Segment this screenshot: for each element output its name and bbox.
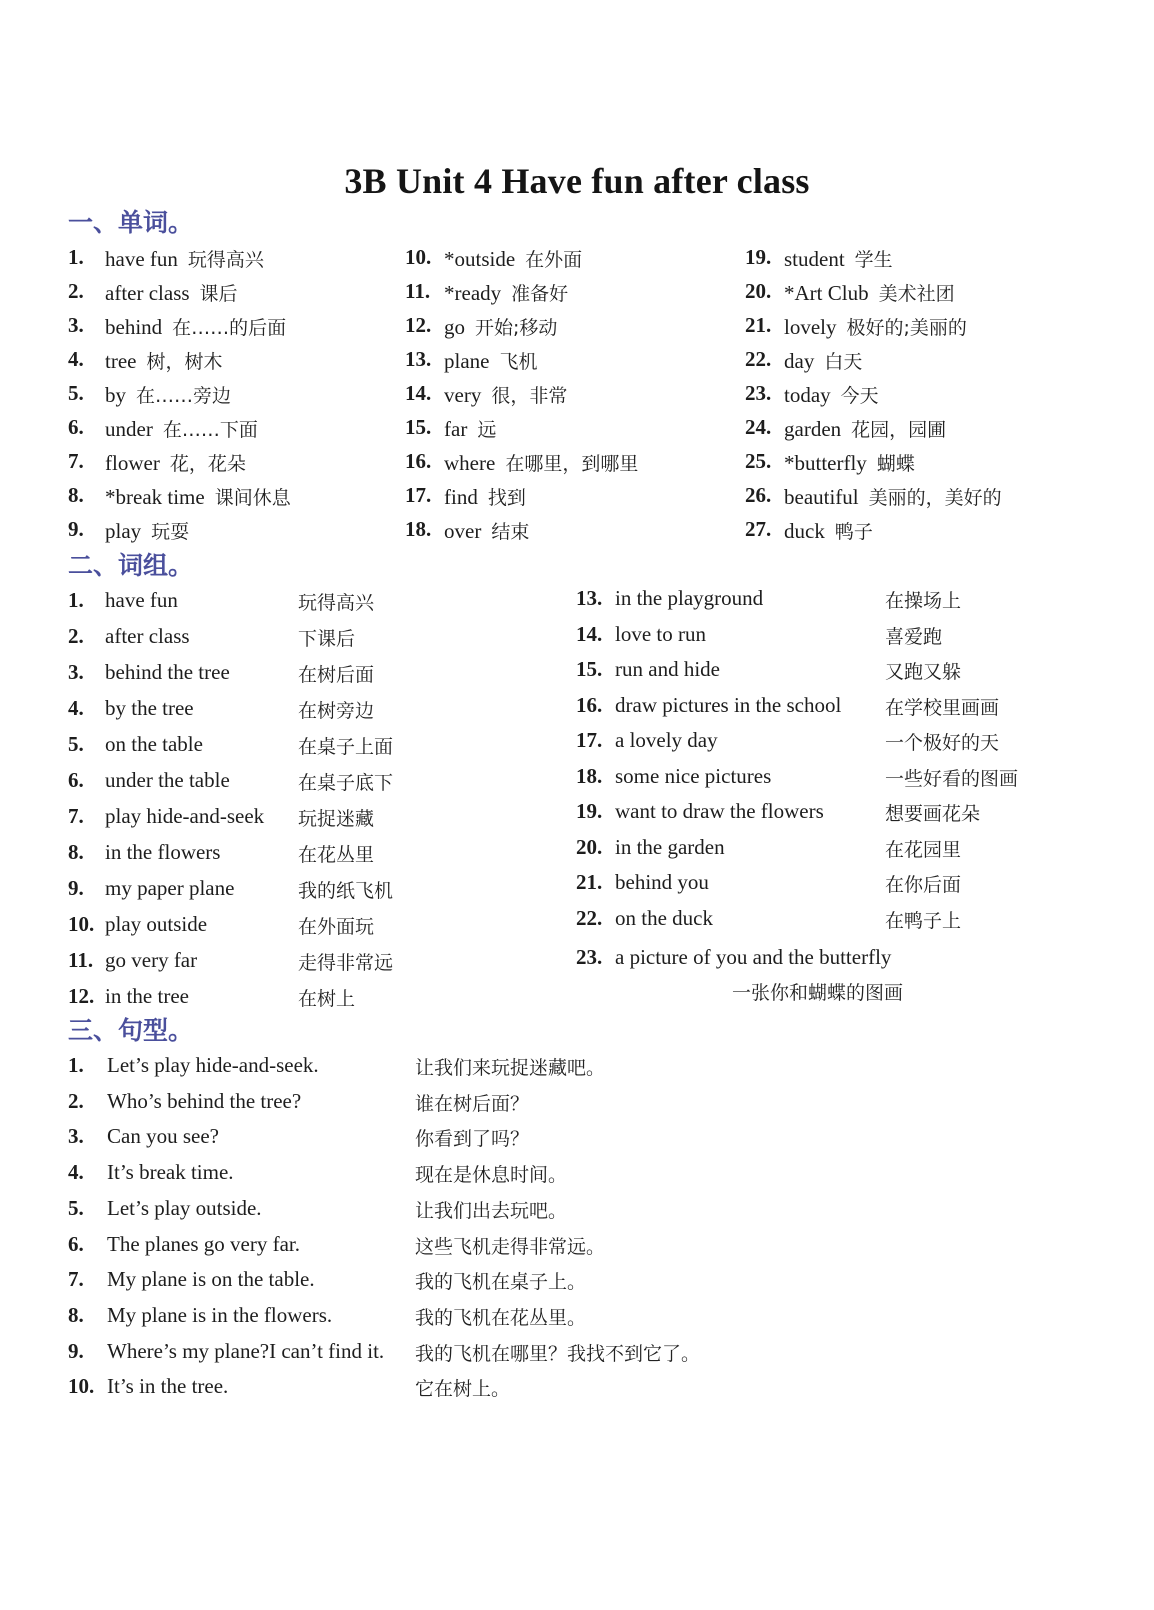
item-number: 4.	[68, 1160, 84, 1185]
english-text: It’s in the tree.	[107, 1374, 229, 1399]
chinese-text: 我的纸飞机	[298, 880, 394, 902]
english-text: run and hide	[615, 657, 720, 681]
english-text: today 今天	[784, 383, 879, 407]
english-text: after class	[105, 624, 190, 648]
item-number: 12.	[405, 313, 432, 337]
english-text: My plane is on the table.	[107, 1267, 315, 1292]
item-number: 14.	[576, 621, 603, 646]
chinese-text: 玩捉迷藏	[298, 808, 375, 830]
english-text: by 在……旁边	[105, 383, 232, 407]
chinese-text: 在外面	[525, 249, 583, 271]
chinese-text: 在树上	[298, 988, 356, 1010]
english-text: *ready 准备好	[444, 281, 569, 305]
item-number: 10.	[405, 245, 432, 269]
chinese-text: 你看到了吗？	[415, 1128, 530, 1151]
chinese-text: 远	[477, 419, 497, 441]
english-text: go very far	[105, 948, 198, 972]
english-text: over 结束	[444, 519, 530, 543]
chinese-text: 它在树上。	[415, 1378, 511, 1401]
item-number: 13.	[405, 347, 432, 371]
english-text: Who’s behind the tree?	[107, 1088, 302, 1113]
item-number: 14.	[405, 381, 432, 405]
chinese-text: 下课后	[298, 628, 356, 650]
chinese-text: 让我们来玩捉迷藏吧。	[415, 1057, 606, 1079]
item-number: 6.	[68, 415, 84, 439]
item-number: 20.	[745, 279, 772, 303]
english-text: by the tree	[105, 696, 194, 720]
item-number: 1.	[68, 1053, 84, 1077]
english-text: a picture of you and the butterfly	[615, 945, 892, 969]
chinese-text: 一些好看的图画	[885, 767, 1019, 790]
item-number: 4.	[68, 347, 84, 371]
item-number: 21.	[576, 870, 603, 894]
item-number: 2.	[68, 624, 84, 648]
chinese-text: 让我们出去玩吧。	[415, 1199, 568, 1222]
item-number: 16.	[576, 692, 603, 717]
item-number: 19.	[745, 245, 772, 269]
item-number: 22.	[745, 347, 772, 371]
item-number: 16.	[405, 449, 432, 473]
item-number: 7.	[68, 804, 84, 828]
english-text: *break time 课间休息	[105, 485, 291, 509]
chinese-text: 现在是休息时间。	[415, 1164, 568, 1187]
english-text: on the duck	[615, 905, 713, 930]
chinese-text: 学生	[854, 249, 893, 271]
section-heading-words: 一、单词。	[68, 208, 194, 237]
chinese-text: 花园，园圃	[851, 419, 947, 441]
chinese-text: 极好的;美丽的	[846, 317, 967, 339]
english-text: under the table	[105, 768, 230, 792]
english-text: student 学生	[784, 247, 893, 271]
english-text: beautiful 美丽的，美好的	[784, 485, 1002, 509]
item-number: 25.	[745, 449, 772, 473]
chinese-text: 花，花朵	[169, 453, 246, 475]
chinese-text: 今天	[840, 385, 879, 407]
chinese-text: 课间休息	[214, 487, 291, 509]
item-number: 20.	[576, 834, 603, 859]
chinese-text: 准备好	[511, 283, 569, 305]
english-text: some nice pictures	[615, 763, 772, 788]
item-number: 5.	[68, 1195, 84, 1220]
item-number: 3.	[68, 660, 84, 684]
chinese-text: 又跑又躲	[885, 661, 962, 683]
english-text: after class 课后	[105, 281, 238, 305]
chinese-text: 蝴蝶	[876, 453, 915, 475]
english-text: draw pictures in the school	[615, 692, 842, 717]
item-number: 10.	[68, 912, 95, 936]
chinese-text: 鸭子	[834, 521, 873, 543]
english-text: Where’s my plane?I can’t find it.	[107, 1338, 385, 1363]
english-text: where 在哪里，到哪里	[444, 451, 639, 475]
chinese-text: 我的飞机在桌子上。	[415, 1271, 587, 1294]
english-text: under 在……下面	[105, 417, 258, 441]
chinese-text: 在鸭子上	[885, 909, 962, 932]
chinese-text: 在……下面	[162, 419, 258, 441]
item-number: 13.	[576, 586, 603, 610]
item-number: 18.	[405, 517, 432, 541]
chinese-text: 走得非常远	[298, 952, 394, 974]
english-text: duck 鸭子	[784, 519, 873, 543]
english-text: *outside 在外面	[444, 247, 583, 271]
item-number: 26.	[745, 483, 772, 507]
section-heading-phrases: 二、词组。	[68, 551, 194, 580]
item-number: 7.	[68, 449, 84, 473]
item-number: 21.	[745, 313, 772, 337]
item-number: 9.	[68, 876, 84, 900]
chinese-text: 在桌子底下	[298, 772, 394, 794]
chinese-text: 结束	[491, 521, 530, 543]
chinese-text: 谁在树后面？	[415, 1092, 530, 1115]
item-number: 3.	[68, 313, 84, 337]
item-number: 23.	[745, 381, 772, 405]
chinese-text: 在哪里，到哪里	[505, 453, 639, 475]
chinese-text: 开始;移动	[475, 317, 558, 339]
english-text: tree 树，树木	[105, 349, 223, 373]
english-text: plane 飞机	[444, 349, 538, 373]
english-text: far 远	[444, 417, 497, 441]
chinese-text: 玩得高兴	[187, 249, 264, 271]
chinese-text: 在花园里	[885, 838, 962, 861]
section-heading-sentences: 三、句型。	[68, 1016, 194, 1045]
chinese-text: 一张你和蝴蝶的图画	[732, 982, 904, 1004]
chinese-text: 白天	[824, 351, 863, 373]
item-number: 19.	[576, 799, 603, 823]
chinese-text: 在操场上	[885, 590, 962, 612]
english-text: in the playground	[615, 586, 764, 610]
item-number: 23.	[576, 945, 603, 969]
item-number: 27.	[745, 517, 772, 541]
chinese-text: 飞机	[499, 351, 538, 373]
chinese-text: 在树后面	[298, 664, 375, 686]
item-number: 17.	[576, 728, 603, 752]
item-number: 11.	[68, 948, 94, 972]
item-number: 10.	[68, 1374, 95, 1399]
item-number: 6.	[68, 1231, 84, 1256]
english-text: It’s break time.	[107, 1160, 234, 1185]
chinese-text: 在你后面	[885, 874, 962, 896]
chinese-text: 我的飞机在花丛里。	[415, 1306, 587, 1329]
english-text: go 开始;移动	[444, 315, 558, 339]
chinese-text: 这些飞机走得非常远。	[415, 1235, 606, 1258]
item-number: 7.	[68, 1267, 84, 1292]
english-text: find 找到	[444, 485, 526, 509]
chinese-text: 在……旁边	[136, 385, 232, 407]
chinese-text: 一个极好的天	[885, 732, 1000, 754]
chinese-text: 我的飞机在哪里？我找不到它了。	[415, 1342, 701, 1365]
english-text: in the flowers	[105, 840, 221, 864]
english-text: play 玩耍	[105, 519, 190, 543]
item-number: 9.	[68, 517, 84, 541]
english-text: My plane is in the flowers.	[107, 1302, 333, 1327]
item-number: 24.	[745, 415, 772, 439]
english-text: *Art Club 美术社团	[784, 281, 955, 305]
english-text: on the table	[105, 732, 203, 756]
english-text: love to run	[615, 621, 706, 646]
item-number: 22.	[576, 905, 603, 930]
chinese-text: 玩耍	[151, 521, 190, 543]
chinese-text: 玩得高兴	[298, 592, 375, 614]
english-text: very 很，非常	[444, 383, 568, 407]
chinese-text: 找到	[487, 487, 526, 509]
item-number: 11.	[405, 279, 431, 303]
item-number: 8.	[68, 1302, 84, 1327]
chinese-text: 在桌子上面	[298, 736, 394, 758]
chinese-text: 美丽的，美好的	[868, 487, 1002, 509]
english-text: a lovely day	[615, 728, 718, 752]
item-number: 17.	[405, 483, 432, 507]
chinese-text: 喜爱跑	[885, 625, 943, 648]
english-text: The planes go very far.	[107, 1231, 301, 1256]
chinese-text: 在树旁边	[298, 700, 375, 722]
item-number: 8.	[68, 840, 84, 864]
english-text: play hide-and-seek	[105, 804, 265, 828]
english-text: behind 在……的后面	[105, 315, 287, 339]
english-text: flower 花，花朵	[105, 451, 246, 475]
chinese-text: 想要画花朵	[885, 803, 981, 825]
item-number: 6.	[68, 768, 84, 792]
english-text: behind you	[615, 870, 709, 894]
item-number: 12.	[68, 984, 95, 1008]
chinese-text: 在外面玩	[298, 916, 375, 938]
english-text: *butterfly 蝴蝶	[784, 451, 915, 475]
item-number: 2.	[68, 1088, 84, 1113]
item-number: 2.	[68, 279, 84, 303]
english-text: play outside	[105, 912, 208, 936]
english-text: want to draw the flowers	[615, 799, 824, 823]
chinese-text: 在……的后面	[172, 317, 287, 339]
item-number: 5.	[68, 381, 84, 405]
english-text: Let’s play outside.	[107, 1195, 262, 1220]
chinese-text: 在学校里画画	[885, 696, 1000, 719]
page-title: 3B Unit 4 Have fun after class	[344, 161, 810, 201]
english-text: Can you see?	[107, 1124, 219, 1149]
chinese-text: 在花丛里	[298, 844, 375, 866]
english-text: in the garden	[615, 834, 725, 859]
item-number: 15.	[576, 657, 603, 681]
item-number: 18.	[576, 763, 603, 788]
english-text: my paper plane	[105, 876, 235, 900]
chinese-text: 课后	[199, 283, 238, 305]
english-text: have fun 玩得高兴	[105, 247, 264, 271]
english-text: have fun	[105, 588, 178, 612]
english-text: behind the tree	[105, 660, 230, 684]
item-number: 5.	[68, 732, 84, 756]
english-text: day 白天	[784, 349, 863, 373]
item-number: 4.	[68, 696, 84, 720]
chinese-text: 美术社团	[878, 283, 955, 305]
english-text: in the tree	[105, 984, 189, 1008]
chinese-text: 树，树木	[146, 351, 223, 373]
item-number: 9.	[68, 1338, 84, 1363]
item-number: 1.	[68, 588, 84, 612]
item-number: 1.	[68, 245, 84, 269]
item-number: 8.	[68, 483, 84, 507]
english-text: lovely 极好的;美丽的	[784, 315, 967, 339]
item-number: 15.	[405, 415, 432, 439]
chinese-text: 很，非常	[491, 385, 568, 407]
english-text: Let’s play hide-and-seek.	[107, 1053, 319, 1077]
item-number: 3.	[68, 1124, 84, 1149]
english-text: garden 花园，园圃	[784, 417, 947, 441]
